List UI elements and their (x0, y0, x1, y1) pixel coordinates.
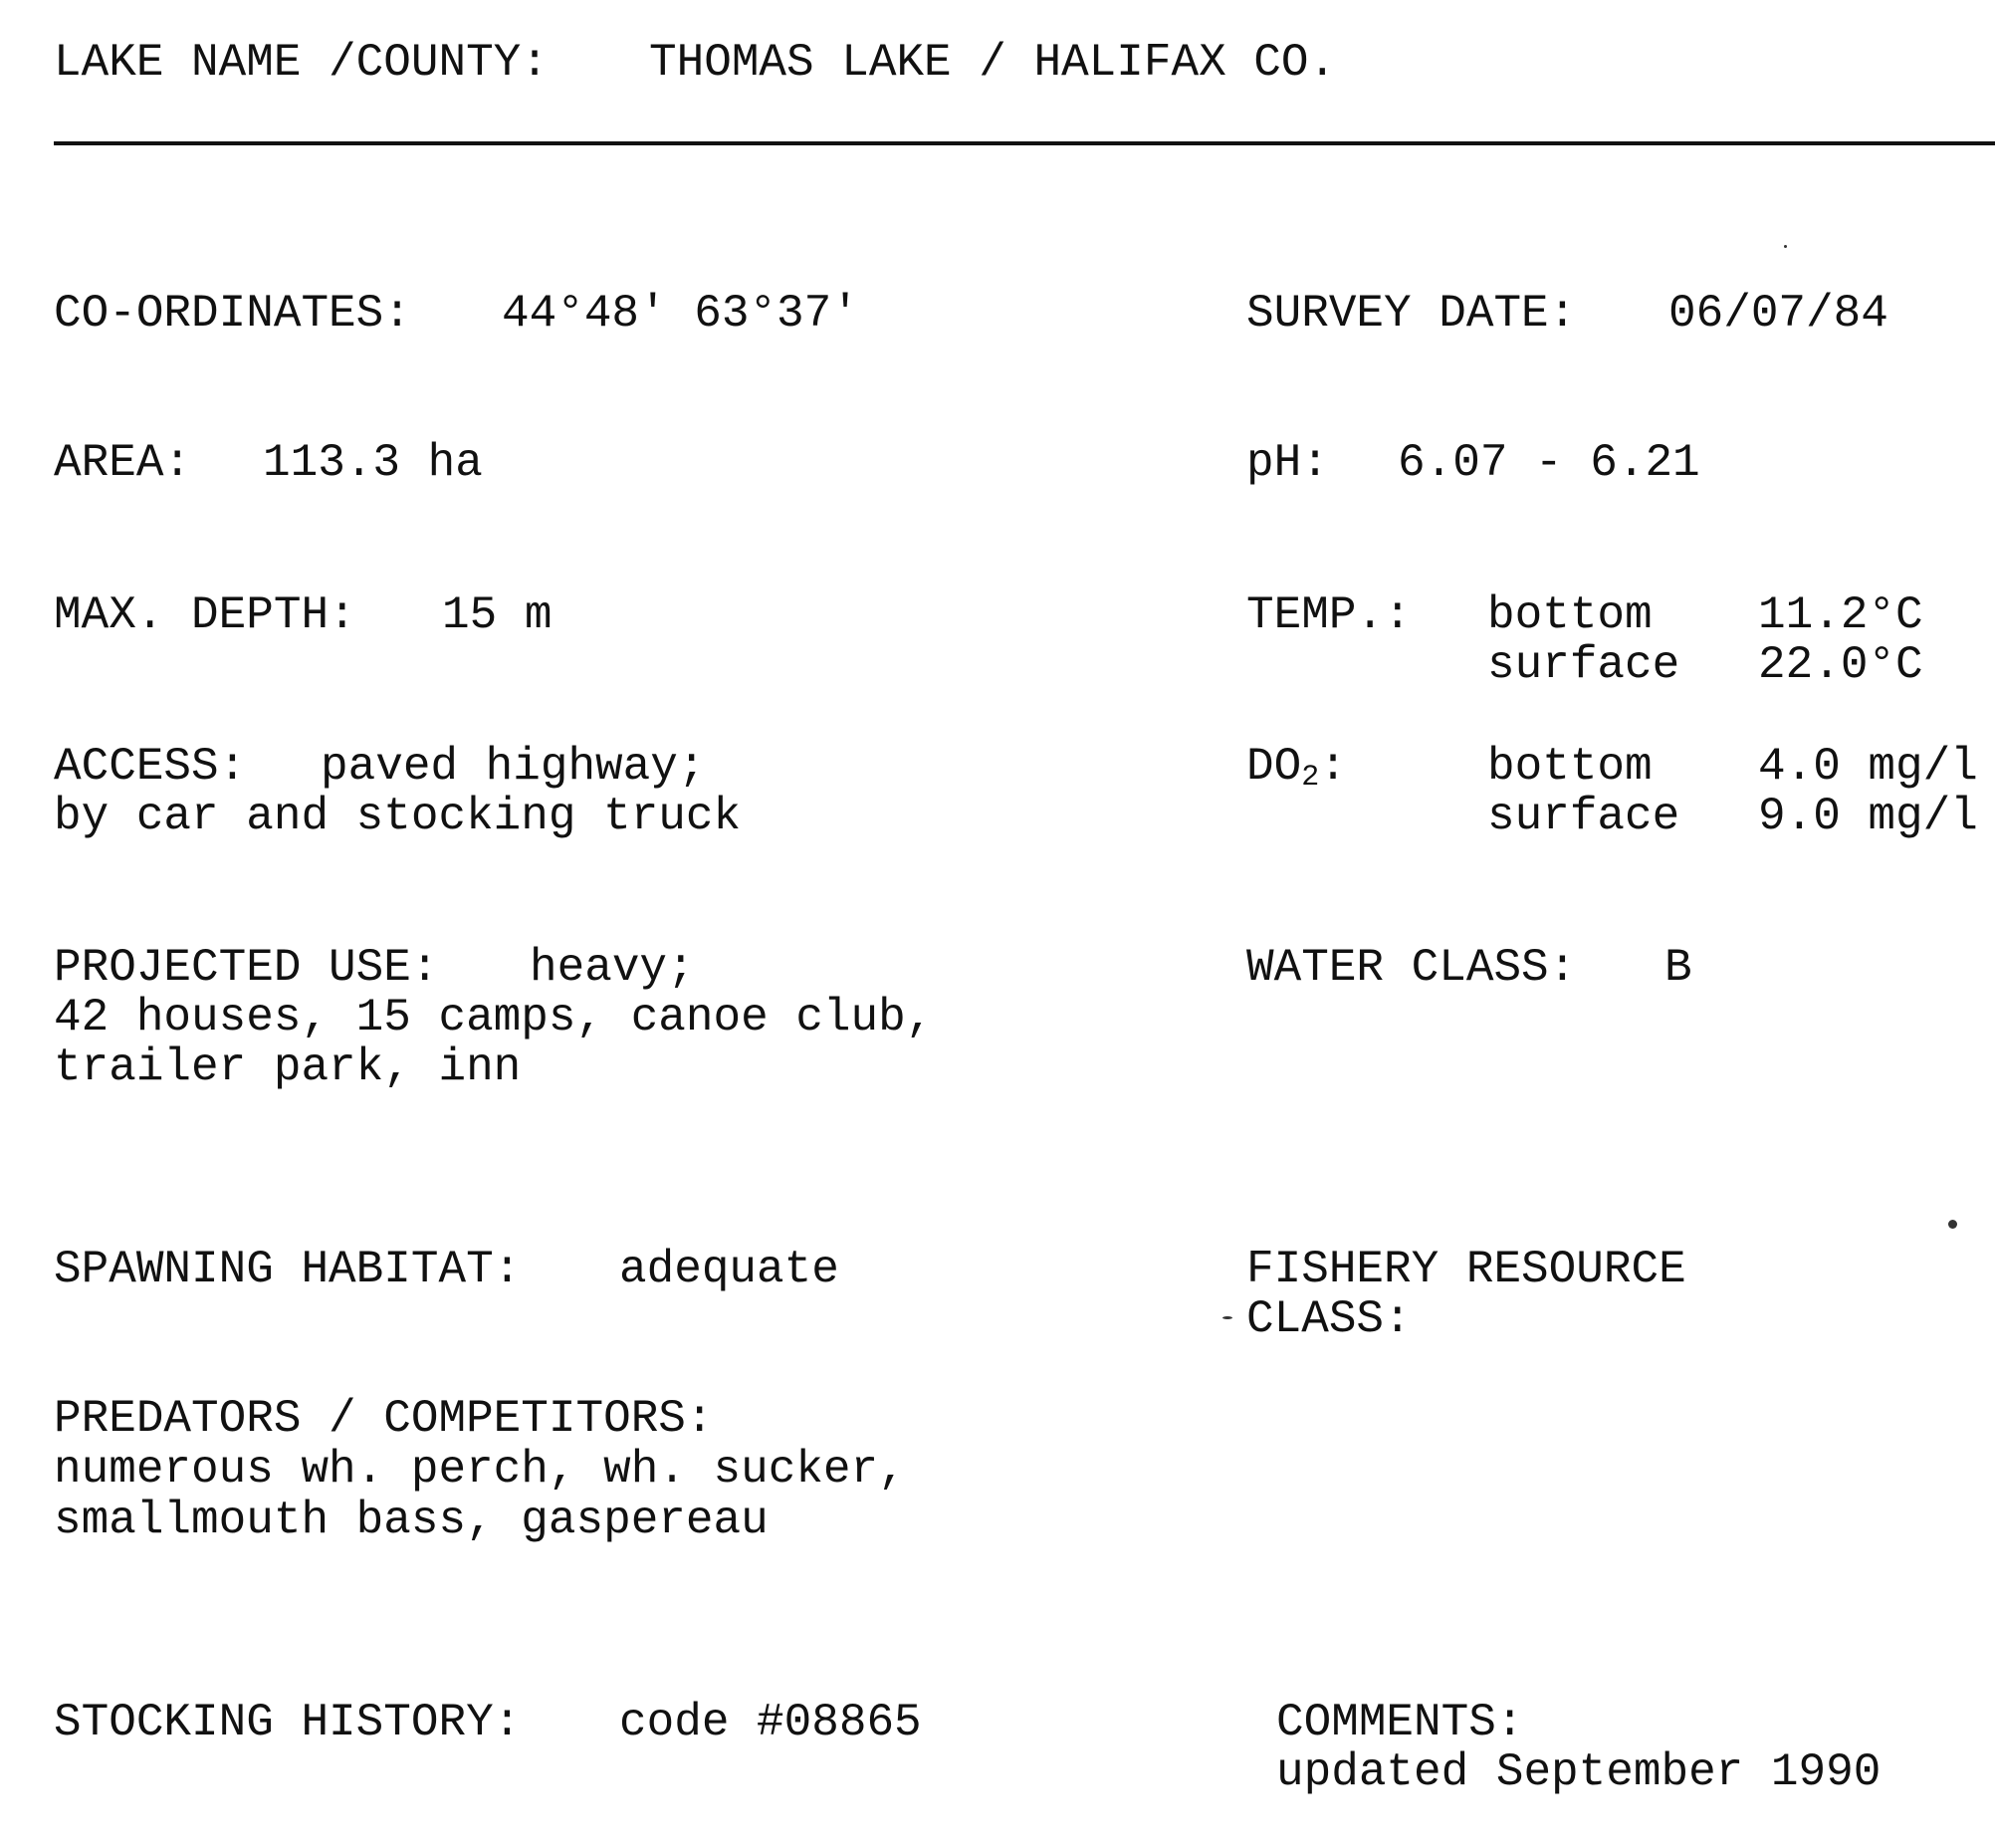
spawning-habitat-label: SPAWNING HABITAT: (54, 1244, 522, 1295)
water-class-label: WATER CLASS: (1246, 942, 1577, 994)
do2-surface-level: surface (1487, 791, 1680, 842)
lake-name-county-label: LAKE NAME /COUNTY: (54, 37, 549, 89)
comments-label: COMMENTS: (1276, 1697, 1524, 1748)
predators-label: PREDATORS / COMPETITORS: (54, 1393, 714, 1445)
projected-use-detail-1: 42 houses, 15 camps, canoe club, (54, 992, 934, 1043)
scan-speck (1222, 1316, 1232, 1319)
projected-use-label: PROJECTED USE: (54, 942, 439, 994)
fishery-resource-label-2: CLASS: (1246, 1293, 1412, 1345)
stocking-history-value: code #08865 (619, 1697, 922, 1748)
predators-detail-2: smallmouth bass, gaspereau (54, 1495, 769, 1546)
survey-date-label: SURVEY DATE: (1246, 288, 1577, 340)
temp-surface-level: surface (1487, 639, 1680, 691)
ph-value: 6.07 - 6.21 (1398, 437, 1700, 489)
max-depth-label: MAX. DEPTH: (54, 589, 356, 641)
do2-bottom-value: 4.0 mg/l (1758, 741, 1978, 793)
do2-label-subscript: 2 (1301, 761, 1320, 795)
predators-detail-1: numerous wh. perch, wh. sucker, (54, 1444, 906, 1496)
temp-label: TEMP.: (1246, 589, 1412, 641)
access-detail: by car and stocking truck (54, 791, 742, 842)
temp-surface-value: 22.0°C (1758, 639, 1923, 691)
area-label: AREA: (54, 437, 192, 489)
fishery-resource-label-1: FISHERY RESOURCE (1246, 1244, 1686, 1295)
area-value: 113.3 ha (263, 437, 483, 489)
ph-label: pH: (1246, 437, 1329, 489)
scan-speck (1948, 1220, 1957, 1229)
coordinates-label: CO-ORDINATES: (54, 288, 411, 340)
max-depth-value: 15 m (442, 589, 553, 641)
spawning-habitat-value: adequate (619, 1244, 839, 1295)
do2-bottom-level: bottom (1487, 741, 1653, 793)
scan-speck (1784, 245, 1787, 248)
survey-date-value: 06/07/84 (1668, 288, 1888, 340)
comments-value: updated September 1990 (1276, 1746, 1882, 1798)
water-class-value: B (1664, 942, 1692, 994)
do2-label (1246, 742, 1347, 804)
access-label: ACCESS: (54, 741, 247, 793)
lake-name-county-value: THOMAS LAKE / HALIFAX CO. (649, 37, 1337, 89)
do2-label-main: DO (1246, 741, 1302, 793)
header-divider (54, 141, 1995, 145)
do2-surface-value: 9.0 mg/l (1758, 791, 1978, 842)
stocking-history-label: STOCKING HISTORY: (54, 1697, 522, 1748)
projected-use-detail-2: trailer park, inn (54, 1041, 522, 1093)
do2-label-colon: : (1319, 741, 1347, 793)
temp-bottom-level: bottom (1487, 589, 1653, 641)
access-value: paved highway; (321, 741, 706, 793)
coordinates-value: 44°48' 63°37' (502, 288, 859, 340)
temp-bottom-value: 11.2°C (1758, 589, 1923, 641)
projected-use-value: heavy; (530, 942, 695, 994)
